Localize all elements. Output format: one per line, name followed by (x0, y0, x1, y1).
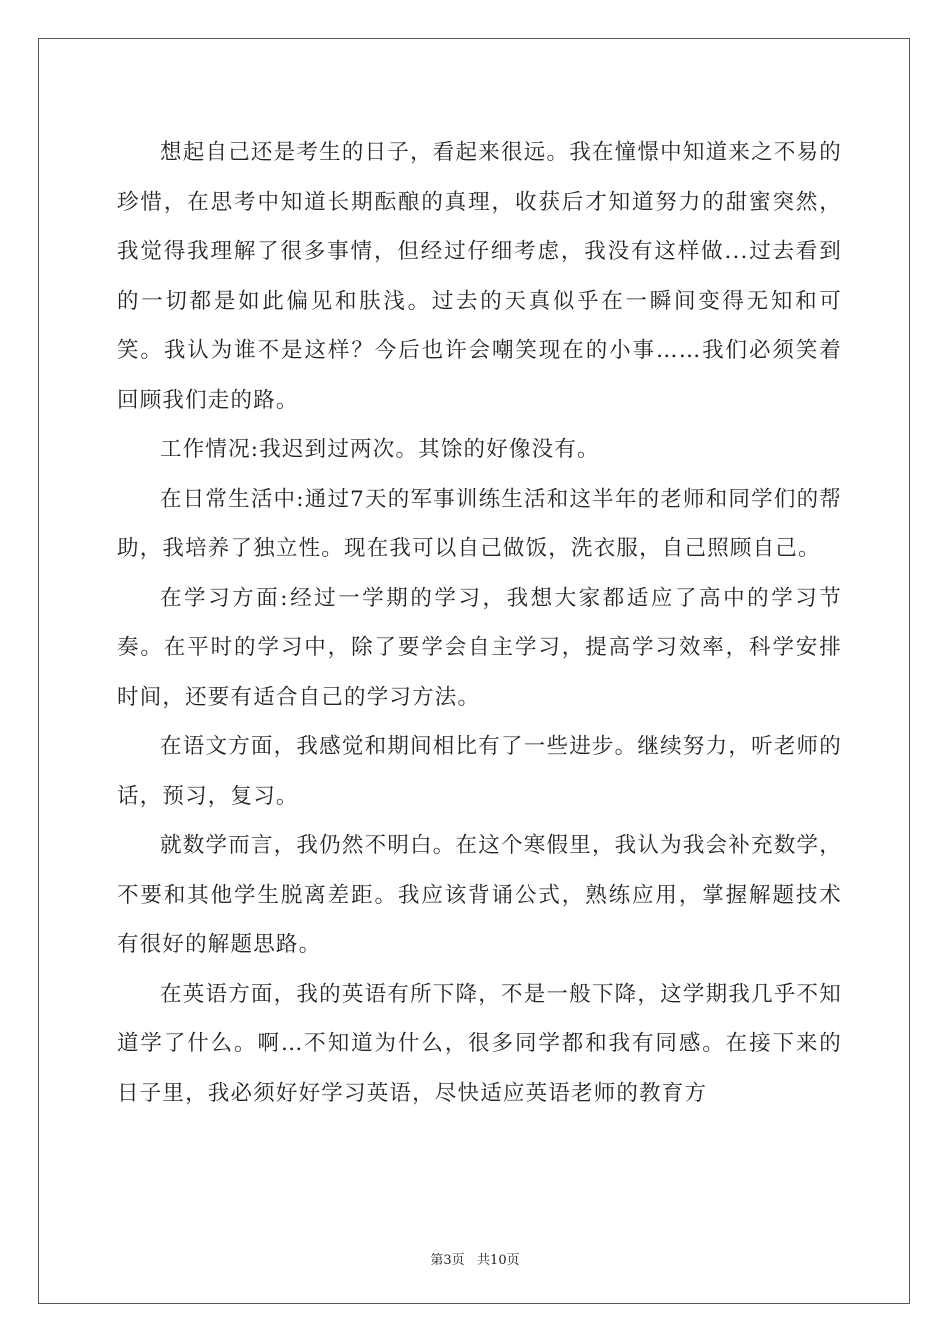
paragraph-chinese: 在语文方面，我感觉和期间相比有了一些进步。继续努力，听老师的话，预习，复习。 (117, 734, 842, 809)
paragraph-work: 工作情况:我迟到过两次。其馀的好像没有。 (160, 437, 600, 462)
paragraph-daily-life: 在日常生活中:通过7天的军事训练生活和这半年的老师和同学们的帮助，我培养了独立性。现在我可以自己做饭，洗衣服，自己照顾自己。 (117, 486, 842, 561)
paragraph-math: 就数学而言，我仍然不明白。在这个寒假里，我认为我会补充数学，不要和其他学生脱离差距。我应该背诵公式，熟练应用，掌握解题技术有很好的解题思路。 (117, 833, 842, 957)
paragraph-reflection: 想起自己还是考生的日子，看起来很远。我在憧憬中知道来之不易的珍惜，在思考中知道长期酝酿的真理，收获后才知道努力的甜蜜突然，我觉得我理解了很多事情，但经过仔细考虑，我没有这样做...过去看到的一切都是如此偏见和肤浅。过去的天真似乎在一瞬间变得无知和可笑。我认为谁不是这样？今后也许会嘲笑现在的小事……我们必须笑着回顾我们走的路。 (117, 140, 842, 413)
paragraph-study: 在学习方面:经过一学期的学习，我想大家都适应了高中的学习节奏。在平时的学习中，除了要学会自主学习，提高学习效率，科学安排时间，还要有适合自己的学习方法。 (117, 585, 842, 710)
page-number-footer: 第3页 共10页 (430, 1253, 520, 1268)
paragraph-english: 在英语方面，我的英语有所下降，不是一般下降，这学期我几乎不知道学了什么。啊…不知道为什么，很多同学都和我有同感。在接下来的日子里，我必须好好学习英语，尽快适应英语老师的教育方 (117, 981, 842, 1106)
document-body (117, 128, 842, 1118)
